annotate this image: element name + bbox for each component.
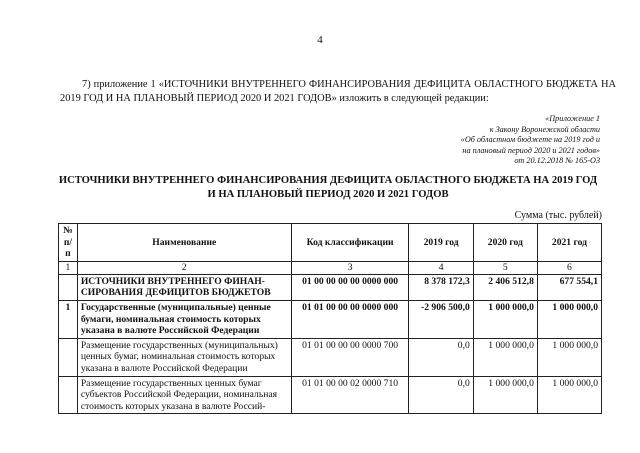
title-line-1: ИСТОЧНИКИ ВНУТРЕННЕГО ФИНАНСИРОВАНИЯ ДЕФИЦИТА ОБЛАСТНОГО БЮДЖЕТА НА 2019 ГОД	[58, 175, 598, 186]
table-header-row	[59, 224, 602, 262]
table-row	[59, 274, 602, 300]
row-code: 01 01 00 00 00 0000 700	[291, 338, 409, 376]
table-row	[59, 376, 602, 414]
row-code: 01 00 00 00 00 0000 000	[291, 274, 409, 300]
index-cell: 4	[409, 261, 473, 274]
header-number: № п/п	[59, 224, 78, 262]
title-line-2: И НА ПЛАНОВЫЙ ПЕРИОД 2020 И 2021 ГОДОВ	[207, 189, 449, 200]
row-value-2021: 1 000 000,0	[537, 338, 601, 376]
appendix-line-5: от 20.12.2018 № 165-ОЗ	[514, 156, 600, 166]
row-number	[59, 274, 78, 300]
row-name: Размещение государственных ценных бумаг субъектов Российской Федерации, номинальная стоимость которых указана в валюте Россий-	[77, 376, 291, 414]
appendix-line-4: на плановый период 2020 и 2021 годов»	[462, 145, 600, 155]
row-value-2019: 0,0	[409, 376, 473, 414]
index-cell: 6	[537, 261, 601, 274]
appendix-line-1: «Приложение 1	[545, 114, 600, 123]
row-number: 1	[59, 300, 78, 338]
row-number	[59, 376, 78, 414]
row-value-2019: -2 906 500,0	[409, 300, 473, 338]
row-value-2020: 1 000 000,0	[473, 300, 537, 338]
budget-table	[58, 223, 602, 414]
currency-note: Сумма (тыс. рублей)	[514, 210, 602, 221]
row-value-2021: 1 000 000,0	[537, 376, 601, 414]
header-2020: 2020 год	[473, 224, 537, 262]
intro-text: 7) приложение 1 «ИСТОЧНИКИ ВНУТРЕННЕГО ФИНАНСИРОВАНИЯ ДЕФИЦИТА ОБЛАСТНОГО БЮДЖЕТА НА 2019 ГОД И НА ПЛАНОВЫЙ ПЕРИОД 2020 И 2021 ГОДОВ» изложить в следующей редакции:	[60, 79, 616, 104]
row-value-2021: 677 554,1	[537, 274, 601, 300]
row-value-2020: 2 406 512,8	[473, 274, 537, 300]
header-name: Наименование	[77, 224, 291, 262]
appendix-line-3: «Об областном бюджете на 2019 год и	[460, 135, 600, 145]
table-row	[59, 338, 602, 376]
header-2021: 2021 год	[537, 224, 601, 262]
index-cell: 5	[473, 261, 537, 274]
row-value-2020: 1 000 000,0	[473, 376, 537, 414]
table-index-row	[59, 261, 602, 274]
index-cell: 3	[291, 261, 409, 274]
row-name: Государственные (муниципальные) ценные бумаги, номинальная стоимость которых указана в валюте Российской Федерации	[77, 300, 291, 338]
row-value-2019: 0,0	[409, 338, 473, 376]
intro-paragraph	[60, 78, 616, 105]
table-row	[59, 300, 602, 338]
row-value-2020: 1 000 000,0	[473, 338, 537, 376]
row-code: 01 01 00 00 00 0000 000	[291, 300, 409, 338]
header-2019: 2019 год	[409, 224, 473, 262]
row-code: 01 01 00 00 02 0000 710	[291, 376, 409, 414]
row-value-2019: 8 378 172,3	[409, 274, 473, 300]
row-value-2021: 1 000 000,0	[537, 300, 601, 338]
page-number: 4	[317, 34, 323, 46]
row-number	[59, 338, 78, 376]
index-cell: 2	[77, 261, 291, 274]
document-title	[50, 174, 606, 202]
appendix-note	[360, 114, 600, 167]
row-name: Размещение государственных (муниципальных) ценных бумаг, номинальная стоимость которых указана в валюте Российской Федерации	[77, 338, 291, 376]
index-cell: 1	[59, 261, 78, 274]
row-name: ИСТОЧНИКИ ВНУТРЕННЕГО ФИНАН-СИРОВАНИЯ ДЕФИЦИТОВ БЮДЖЕТОВ	[77, 274, 291, 300]
header-code: Код классификации	[291, 224, 409, 262]
appendix-line-2: к Закону Воронежской области	[489, 124, 600, 134]
